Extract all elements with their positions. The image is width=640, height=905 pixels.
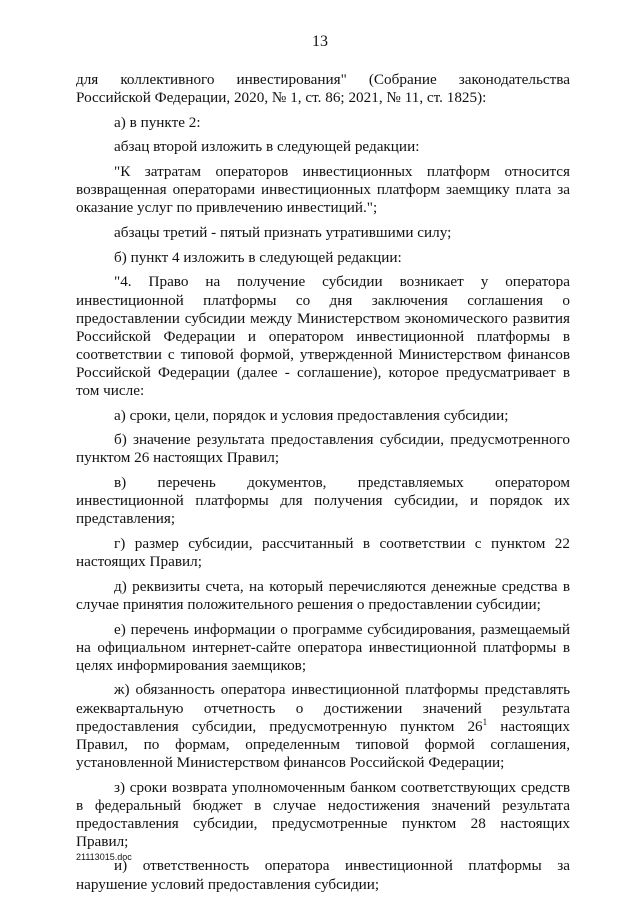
list-item: б) значение результата предоставления субсидии, предусмотренного пунктом 26 настоящих Правил; bbox=[76, 431, 570, 467]
list-item-text: настоящих Правил, по формам, определенным типовой формой соглашения, установленной Министерством финансов Российской Федерации; bbox=[76, 717, 570, 771]
document-body bbox=[76, 71, 570, 900]
list-item: и) ответственность оператора инвестиционной платформы за нарушение условий предоставления субсидии; bbox=[76, 857, 570, 893]
list-item-text: ж) обязанность оператора инвестиционной платформы представлять ежеквартальную отчетность о достижении значений результата предоставления субсидии, предусмотренную пунктом 26 bbox=[76, 681, 570, 735]
file-name-footer: 21113015.doc bbox=[76, 852, 132, 862]
list-item bbox=[76, 681, 570, 771]
list-item: а) сроки, цели, порядок и условия предоставления субсидии; bbox=[114, 406, 509, 424]
paragraph: а) в пункте 2: bbox=[114, 113, 201, 131]
list-item: в) перечень документов, представляемых оператором инвестиционной платформы для получения субсидии, и порядок их представления; bbox=[76, 474, 570, 528]
paragraph: б) пункт 4 изложить в следующей редакции: bbox=[114, 248, 402, 266]
superscript: 1 bbox=[482, 716, 488, 727]
list-item: г) размер субсидии, рассчитанный в соответствии с пунктом 22 настоящих Правил; bbox=[76, 535, 570, 571]
paragraph: "К затратам операторов инвестиционных платформ относится возвращенная операторами инвестиционных платформ заемщику плата за оказание услуг по привлечению инвестиций."; bbox=[76, 163, 570, 217]
paragraph: абзац второй изложить в следующей редакции: bbox=[114, 138, 420, 156]
list-item: е) перечень информации о программе субсидирования, размещаемый на официальном интернет-сайте оператора инвестиционной платформы в целях информирования заемщиков; bbox=[76, 620, 570, 674]
paragraph: для коллективного инвестирования" (Собрание законодательства Российской Федерации, 2020, № 1, ст. 86; 2021, № 11, ст. 1825): bbox=[76, 71, 570, 107]
paragraph: "4. Право на получение субсидии возникает у оператора инвестиционной платформы со дня заключения соглашения о предоставлении субсидии между Министерством экономического развития Российской Федерации и оператором инвестиционной платформы в соответствии с типовой формой, утвержденной Министерством финансов Российской Федерации (далее - соглашение), которое предусматривает в том числе: bbox=[76, 273, 570, 399]
paragraph: абзацы третий - пятый признать утратившими силу; bbox=[114, 224, 452, 242]
list-item: д) реквизиты счета, на который перечисляются денежные средства в случае принятия положительного решения о предоставлении субсидии; bbox=[76, 577, 570, 613]
page-number: 13 bbox=[312, 33, 328, 50]
list-item: з) сроки возврата уполномоченным банком соответствующих средств в федеральный бюджет в случае недостижения значений результата предоставления субсидии, предусмотренные пунктом 28 настоящих Правил; bbox=[76, 778, 570, 850]
